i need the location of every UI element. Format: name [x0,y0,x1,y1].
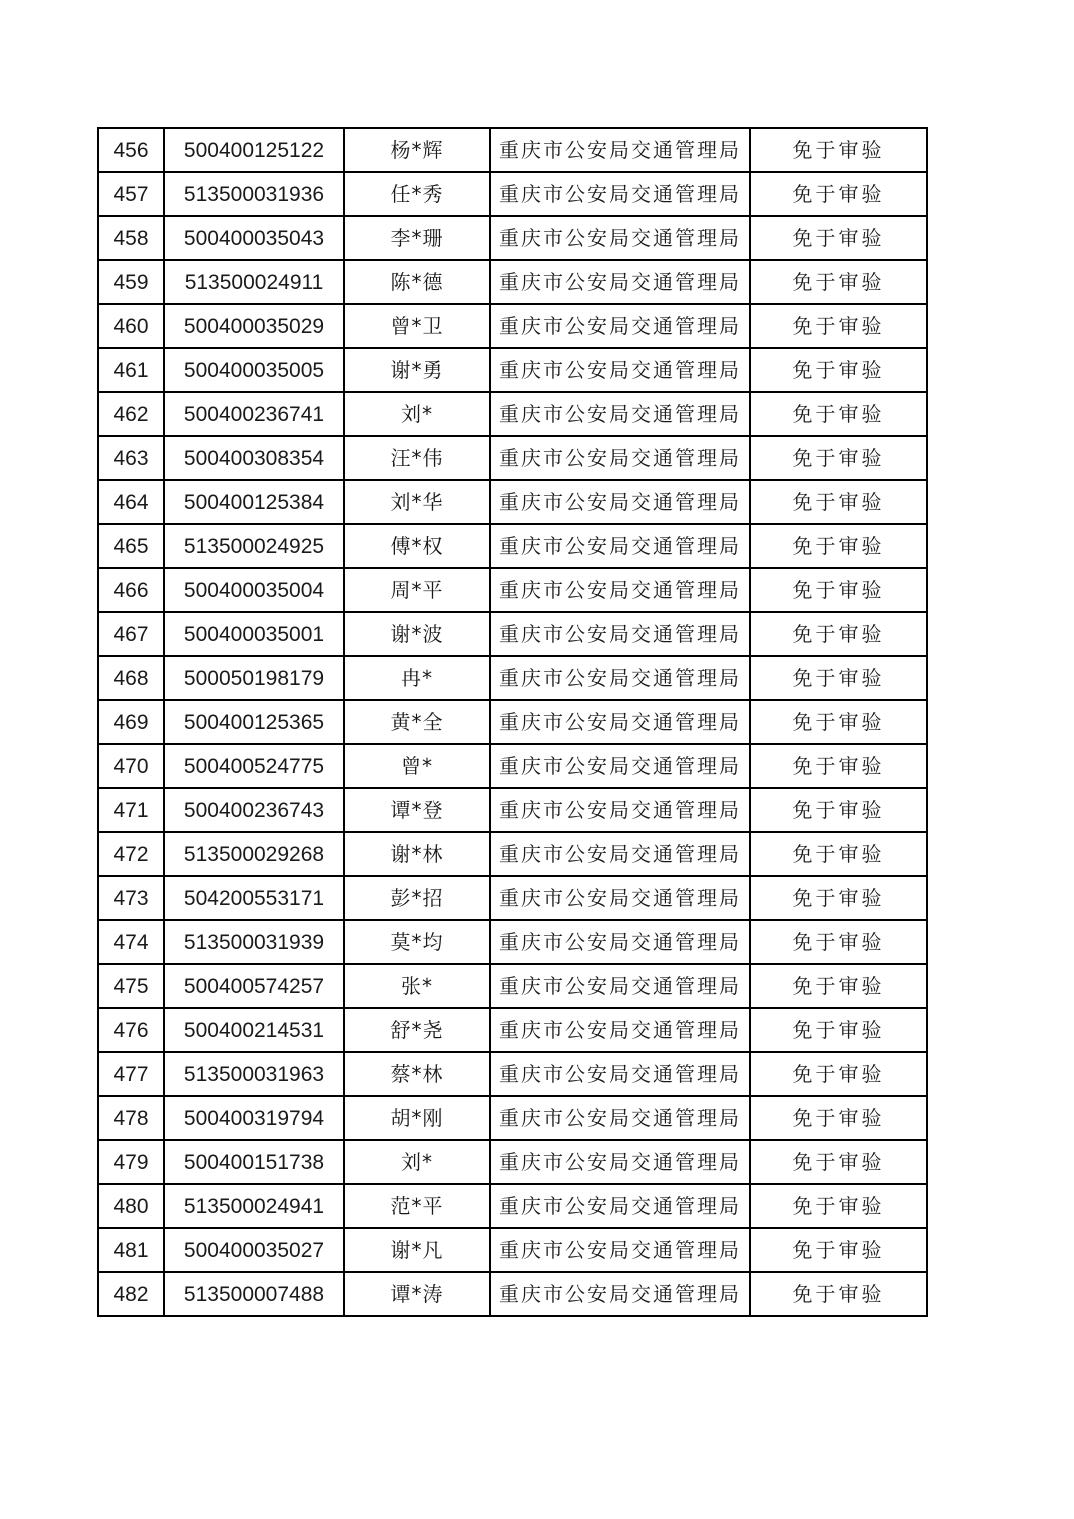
issuing-authority-cell: 重庆市公安局交通管理局 [490,216,750,260]
review-status-cell: 免于审验 [750,436,927,480]
row-number-cell: 465 [98,524,164,568]
row-number-cell: 478 [98,1096,164,1140]
license-id-cell: 500400236741 [164,392,344,436]
license-id-cell: 513500024941 [164,1184,344,1228]
table-row [98,700,927,744]
row-number-cell: 464 [98,480,164,524]
issuing-authority-cell: 重庆市公安局交通管理局 [490,876,750,920]
issuing-authority-cell: 重庆市公安局交通管理局 [490,700,750,744]
row-number-cell: 474 [98,920,164,964]
issuing-authority-cell: 重庆市公安局交通管理局 [490,1140,750,1184]
holder-name-cell: 蔡*林 [344,1052,490,1096]
issuing-authority-cell: 重庆市公安局交通管理局 [490,1052,750,1096]
table-row [98,876,927,920]
review-status-cell: 免于审验 [750,1096,927,1140]
issuing-authority-cell: 重庆市公安局交通管理局 [490,1008,750,1052]
table-row [98,1272,927,1316]
row-number-cell: 463 [98,436,164,480]
row-number-cell: 481 [98,1228,164,1272]
row-number-cell: 469 [98,700,164,744]
license-id-cell: 500400035043 [164,216,344,260]
license-id-cell: 500400236743 [164,788,344,832]
issuing-authority-cell: 重庆市公安局交通管理局 [490,128,750,172]
holder-name-cell: 傅*权 [344,524,490,568]
holder-name-cell: 曾*卫 [344,304,490,348]
review-status-cell: 免于审验 [750,920,927,964]
table-row [98,480,927,524]
row-number-cell: 471 [98,788,164,832]
issuing-authority-cell: 重庆市公安局交通管理局 [490,172,750,216]
review-status-cell: 免于审验 [750,876,927,920]
review-status-cell: 免于审验 [750,612,927,656]
table-row [98,392,927,436]
review-status-cell: 免于审验 [750,260,927,304]
issuing-authority-cell: 重庆市公安局交通管理局 [490,348,750,392]
issuing-authority-cell: 重庆市公安局交通管理局 [490,788,750,832]
holder-name-cell: 谢*林 [344,832,490,876]
row-number-cell: 461 [98,348,164,392]
license-id-cell: 500400035005 [164,348,344,392]
row-number-cell: 459 [98,260,164,304]
review-status-cell: 免于审验 [750,348,927,392]
issuing-authority-cell: 重庆市公安局交通管理局 [490,964,750,1008]
license-id-cell: 500400151738 [164,1140,344,1184]
table-row [98,568,927,612]
review-status-cell: 免于审验 [750,1008,927,1052]
holder-name-cell: 李*珊 [344,216,490,260]
review-status-cell: 免于审验 [750,568,927,612]
holder-name-cell: 任*秀 [344,172,490,216]
license-id-cell: 500400214531 [164,1008,344,1052]
table-row [98,788,927,832]
row-number-cell: 462 [98,392,164,436]
holder-name-cell: 谢*勇 [344,348,490,392]
license-id-cell: 500400035004 [164,568,344,612]
table-row [98,656,927,700]
review-status-cell: 免于审验 [750,172,927,216]
row-number-cell: 472 [98,832,164,876]
holder-name-cell: 谭*登 [344,788,490,832]
row-number-cell: 475 [98,964,164,1008]
review-status-cell: 免于审验 [750,1140,927,1184]
row-number-cell: 482 [98,1272,164,1316]
holder-name-cell: 陈*德 [344,260,490,304]
row-number-cell: 480 [98,1184,164,1228]
issuing-authority-cell: 重庆市公安局交通管理局 [490,612,750,656]
holder-name-cell: 谢*凡 [344,1228,490,1272]
license-id-cell: 500400035027 [164,1228,344,1272]
issuing-authority-cell: 重庆市公安局交通管理局 [490,744,750,788]
issuing-authority-cell: 重庆市公安局交通管理局 [490,832,750,876]
table-row [98,304,927,348]
table-row [98,1052,927,1096]
row-number-cell: 466 [98,568,164,612]
license-id-cell: 513500024925 [164,524,344,568]
license-id-cell: 513500007488 [164,1272,344,1316]
issuing-authority-cell: 重庆市公安局交通管理局 [490,1184,750,1228]
holder-name-cell: 杨*辉 [344,128,490,172]
holder-name-cell: 周*平 [344,568,490,612]
issuing-authority-cell: 重庆市公安局交通管理局 [490,392,750,436]
table-row [98,612,927,656]
review-status-cell: 免于审验 [750,128,927,172]
table-row [98,1096,927,1140]
license-id-cell: 500400308354 [164,436,344,480]
holder-name-cell: 舒*尧 [344,1008,490,1052]
holder-name-cell: 汪*伟 [344,436,490,480]
license-id-cell: 513500031939 [164,920,344,964]
issuing-authority-cell: 重庆市公安局交通管理局 [490,920,750,964]
row-number-cell: 460 [98,304,164,348]
holder-name-cell: 谭*涛 [344,1272,490,1316]
table-row [98,1228,927,1272]
license-table [97,127,928,1317]
license-id-cell: 513500031963 [164,1052,344,1096]
issuing-authority-cell: 重庆市公安局交通管理局 [490,1272,750,1316]
review-status-cell: 免于审验 [750,1272,927,1316]
review-status-cell: 免于审验 [750,304,927,348]
row-number-cell: 467 [98,612,164,656]
row-number-cell: 476 [98,1008,164,1052]
license-id-cell: 500400125122 [164,128,344,172]
review-status-cell: 免于审验 [750,964,927,1008]
license-id-cell: 500400035029 [164,304,344,348]
holder-name-cell: 谢*波 [344,612,490,656]
row-number-cell: 473 [98,876,164,920]
issuing-authority-cell: 重庆市公安局交通管理局 [490,304,750,348]
holder-name-cell: 曾* [344,744,490,788]
table-row [98,920,927,964]
row-number-cell: 479 [98,1140,164,1184]
review-status-cell: 免于审验 [750,524,927,568]
issuing-authority-cell: 重庆市公安局交通管理局 [490,568,750,612]
license-id-cell: 513500031936 [164,172,344,216]
issuing-authority-cell: 重庆市公安局交通管理局 [490,1096,750,1140]
license-id-cell: 500400035001 [164,612,344,656]
holder-name-cell: 刘* [344,1140,490,1184]
table-row [98,260,927,304]
row-number-cell: 457 [98,172,164,216]
table-row [98,832,927,876]
row-number-cell: 458 [98,216,164,260]
table-row [98,1184,927,1228]
row-number-cell: 456 [98,128,164,172]
row-number-cell: 470 [98,744,164,788]
review-status-cell: 免于审验 [750,1184,927,1228]
issuing-authority-cell: 重庆市公安局交通管理局 [490,480,750,524]
issuing-authority-cell: 重庆市公安局交通管理局 [490,524,750,568]
holder-name-cell: 冉* [344,656,490,700]
holder-name-cell: 莫*均 [344,920,490,964]
license-id-cell: 513500029268 [164,832,344,876]
table-body [98,128,927,1316]
license-id-cell: 500400125384 [164,480,344,524]
table-row [98,1008,927,1052]
license-id-cell: 500050198179 [164,656,344,700]
holder-name-cell: 胡*刚 [344,1096,490,1140]
holder-name-cell: 刘* [344,392,490,436]
review-status-cell: 免于审验 [750,480,927,524]
review-status-cell: 免于审验 [750,788,927,832]
table-row [98,964,927,1008]
license-id-cell: 500400574257 [164,964,344,1008]
holder-name-cell: 刘*华 [344,480,490,524]
holder-name-cell: 黄*全 [344,700,490,744]
review-status-cell: 免于审验 [750,216,927,260]
license-id-cell: 504200553171 [164,876,344,920]
review-status-cell: 免于审验 [750,1052,927,1096]
issuing-authority-cell: 重庆市公安局交通管理局 [490,260,750,304]
review-status-cell: 免于审验 [750,832,927,876]
license-id-cell: 500400125365 [164,700,344,744]
issuing-authority-cell: 重庆市公安局交通管理局 [490,436,750,480]
document-page [97,127,928,1317]
row-number-cell: 468 [98,656,164,700]
table-row [98,348,927,392]
issuing-authority-cell: 重庆市公安局交通管理局 [490,1228,750,1272]
row-number-cell: 477 [98,1052,164,1096]
table-row [98,524,927,568]
table-row [98,216,927,260]
holder-name-cell: 范*平 [344,1184,490,1228]
table-row [98,744,927,788]
holder-name-cell: 彭*招 [344,876,490,920]
review-status-cell: 免于审验 [750,744,927,788]
review-status-cell: 免于审验 [750,392,927,436]
issuing-authority-cell: 重庆市公安局交通管理局 [490,656,750,700]
review-status-cell: 免于审验 [750,1228,927,1272]
table-row [98,1140,927,1184]
holder-name-cell: 张* [344,964,490,1008]
license-id-cell: 500400524775 [164,744,344,788]
license-id-cell: 500400319794 [164,1096,344,1140]
review-status-cell: 免于审验 [750,700,927,744]
license-id-cell: 513500024911 [164,260,344,304]
table-row [98,436,927,480]
review-status-cell: 免于审验 [750,656,927,700]
table-row [98,128,927,172]
table-row [98,172,927,216]
